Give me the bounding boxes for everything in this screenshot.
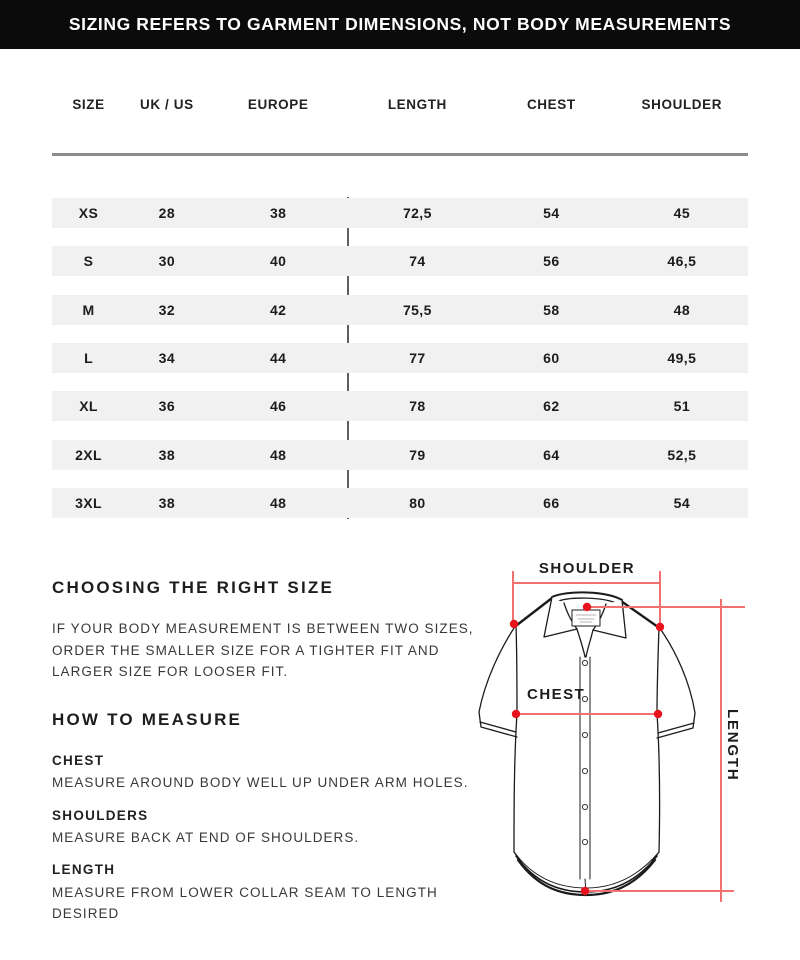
cell-length: 77 [409, 350, 426, 366]
cell-chest: 64 [543, 447, 560, 463]
cell-europe: 46 [270, 398, 287, 414]
cell-size: XL [79, 398, 98, 414]
paragraph-line: IF YOUR BODY MEASUREMENT IS BETWEEN TWO SIZES, [52, 621, 474, 636]
measure-item-length-text [52, 883, 438, 924]
cell-size: S [83, 253, 94, 269]
cell-length: 79 [409, 447, 426, 463]
cell-chest: 62 [543, 398, 560, 414]
diagram-chest-label: CHEST [527, 686, 586, 703]
shirt-outline [479, 592, 695, 895]
cell-size: 2XL [75, 447, 102, 463]
table-row [52, 440, 748, 470]
cell-chest: 66 [543, 495, 560, 511]
measure-item-length-label: LENGTH [52, 862, 116, 877]
cell-europe: 48 [270, 447, 287, 463]
measure-item-shoulders-label: SHOULDERS [52, 808, 149, 823]
header-divider-line [52, 153, 748, 156]
cell-size: XS [78, 205, 99, 221]
column-header-length: LENGTH [387, 96, 447, 112]
choosing-size-paragraph [52, 618, 474, 683]
cell-length: 74 [409, 253, 426, 269]
cell-europe: 38 [270, 205, 287, 221]
table-row [52, 488, 748, 518]
measure-text-line: MEASURE FROM LOWER COLLAR SEAM TO LENGTH [52, 885, 438, 900]
table-row [52, 343, 748, 373]
cell-uk-us: 30 [158, 253, 176, 269]
shirt-diagram [450, 552, 760, 908]
cell-uk-us: 38 [158, 495, 176, 511]
table-row [52, 198, 748, 228]
cell-shoulder: 51 [673, 398, 691, 414]
cell-chest: 58 [543, 302, 560, 318]
how-to-measure-heading: HOW TO MEASURE [52, 710, 243, 729]
size-table-header [52, 90, 748, 118]
column-header-uk-us: UK / US [139, 96, 194, 112]
cell-uk-us: 38 [158, 447, 176, 463]
cell-chest: 54 [543, 205, 560, 221]
cell-europe: 40 [270, 253, 287, 269]
diagram-shoulder-label: SHOULDER [538, 560, 636, 577]
paragraph-line: ORDER THE SMALLER SIZE FOR A TIGHTER FIT AND [52, 642, 440, 658]
choosing-size-heading: CHOOSING THE RIGHT SIZE [52, 578, 335, 597]
cell-size: 3XL [75, 495, 102, 511]
measurement-dots [510, 603, 664, 895]
cell-shoulder: 46,5 [667, 253, 697, 269]
measure-item-chest-label: CHEST [52, 753, 105, 768]
cell-europe: 48 [270, 495, 287, 511]
paragraph-line: LARGER SIZE FOR LOOSER FIT. [52, 664, 289, 679]
cell-uk-us: 28 [158, 205, 176, 221]
column-header-europe: EUROPE [247, 96, 309, 112]
cell-shoulder: 45 [673, 205, 691, 221]
cell-size: M [82, 302, 95, 318]
measure-item-shoulders-text: MEASURE BACK AT END OF SHOULDERS. [52, 830, 360, 845]
diagram-length-label: LENGTH [724, 709, 741, 782]
sizing-notice-banner [0, 0, 800, 49]
measure-text-line: DESIRED [52, 905, 120, 921]
cell-shoulder: 52,5 [667, 447, 697, 463]
cell-chest: 60 [543, 350, 560, 366]
cell-shoulder: 49,5 [667, 350, 697, 366]
table-row [52, 295, 748, 325]
cell-length: 75,5 [402, 302, 432, 318]
cell-europe: 42 [270, 302, 287, 318]
cell-length: 72,5 [402, 205, 432, 221]
cell-length: 78 [409, 398, 426, 414]
cell-shoulder: 48 [673, 302, 691, 318]
cell-size: L [84, 350, 94, 366]
cell-uk-us: 34 [158, 350, 176, 366]
cell-uk-us: 32 [158, 302, 176, 318]
measure-item-chest-text: MEASURE AROUND BODY WELL UP UNDER ARM HOLES. [52, 775, 469, 790]
cell-shoulder: 54 [673, 495, 691, 511]
cell-chest: 56 [543, 253, 560, 269]
cell-europe: 44 [270, 350, 287, 366]
cell-length: 80 [409, 495, 426, 511]
sizing-notice-text: SIZING REFERS TO GARMENT DIMENSIONS, NOT BODY MEASUREMENTS [68, 14, 732, 34]
table-row [52, 391, 748, 421]
column-header-size: SIZE [72, 96, 105, 112]
column-header-chest: CHEST [526, 96, 576, 112]
table-row [52, 246, 748, 276]
brand-label [572, 610, 600, 626]
column-header-shoulder: SHOULDER [641, 96, 723, 112]
cell-uk-us: 36 [158, 398, 176, 414]
